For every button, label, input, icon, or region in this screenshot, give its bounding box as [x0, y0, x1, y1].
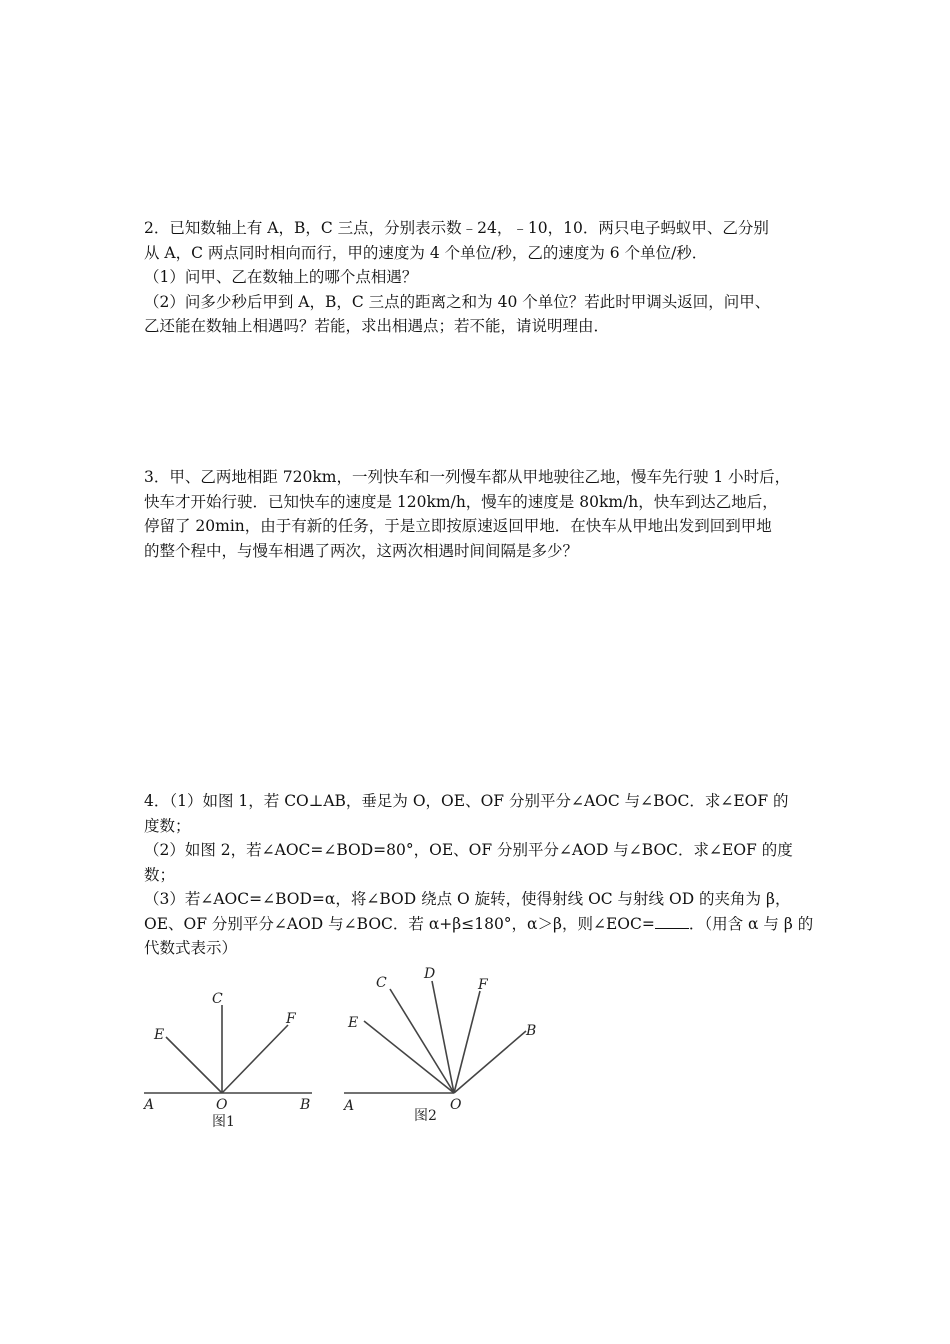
problem-4-line-7: 代数式表示）	[144, 939, 238, 957]
label-c: C	[376, 975, 387, 991]
label-b: B	[526, 1023, 537, 1039]
label-c: C	[212, 991, 223, 1007]
label-o: O	[216, 1097, 228, 1113]
problem-2-line-4: （2）问多少秒后甲到 A，B，C 三点的距离之和为 40 个单位？若此时甲调头返回，问甲、	[144, 292, 771, 311]
label-f: F	[286, 1011, 296, 1027]
answer-blank	[655, 914, 689, 929]
ray-ob	[454, 1031, 526, 1093]
label-a: A	[344, 1098, 355, 1114]
figure-2	[340, 965, 550, 1130]
ray-of	[222, 1025, 288, 1093]
label-o: O	[450, 1097, 462, 1113]
problem-3-line-4: 的整个程中，与慢车相遇了两次，这两次相遇时间间隔是多少？	[144, 541, 579, 560]
label-f: F	[478, 977, 488, 993]
problem-3-line-3: 停留了 20min，由于有新的任务，于是立即按原速返回甲地．在快车从甲地出发到回到甲地	[144, 517, 772, 535]
figure-2-caption: 图2	[414, 1108, 437, 1124]
problem-2-line-1: 2．已知数轴上有 A，B，C 三点，分别表示数﹣24，﹣10，10．两只电子蚂蚁甲、乙分别	[144, 219, 769, 237]
ray-oe	[166, 1037, 222, 1093]
problem-4-line-2: 度数；	[144, 816, 191, 835]
problem-4	[144, 789, 814, 961]
label-e: E	[154, 1027, 165, 1043]
problem-4-line-5: （3）若∠AOC=∠BOD=α，将∠BOD 绕点 O 旋转，使得射线 OC 与射线 OD 的夹角为 β，	[144, 890, 791, 908]
label-a: A	[144, 1097, 155, 1113]
problem-4-line-4: 数；	[144, 865, 176, 884]
figure-1	[140, 985, 330, 1135]
ray-oe	[364, 1021, 454, 1093]
problem-2-line-5: 乙还能在数轴上相遇吗？若能，求出相遇点；若不能，请说明理由．	[144, 317, 610, 335]
problem-3	[144, 465, 809, 563]
problem-2-line-3: （1）问甲、乙在数轴上的哪个点相遇？	[144, 268, 418, 286]
problem-4-line-3: （2）如图 2，若∠AOC=∠BOD=80°，OE、OF 分别平分∠AOD 与∠BOC．求∠EOF 的度	[144, 841, 793, 859]
problem-4-line-6-before: OE、OF 分别平分∠AOD 与∠BOC．若 α+β≤180°，α＞β，则∠EOC=	[144, 914, 655, 933]
problem-3-line-2: 快车才开始行驶．已知快车的速度是 120km/h，慢车的速度是 80km/h，快车到达乙地后，	[144, 492, 778, 511]
label-e: E	[348, 1015, 359, 1031]
problem-3-line-1: 3．甲、乙两地相距 720km，一列快车和一列慢车都从甲地驶往乙地，慢车先行驶 1 小时后，	[144, 468, 791, 486]
figure-1-caption: 图1	[212, 1114, 235, 1130]
label-b: B	[300, 1097, 311, 1113]
problem-2	[144, 216, 809, 339]
problem-4-line-6-after: ．（用含 α 与 β 的	[688, 914, 814, 933]
problem-4-line-1: 4．（1）如图 1，若 CO⊥AB，垂足为 O，OE、OF 分别平分∠AOC 与∠BOC．求∠EOF 的	[144, 792, 789, 810]
problem-2-line-2: 从 A，C 两点同时相向而行，甲的速度为 4 个单位/秒，乙的速度为 6 个单位/秒．	[144, 243, 708, 262]
label-d: D	[424, 966, 436, 982]
problem-4-line-6	[144, 912, 814, 937]
ray-of	[454, 991, 480, 1093]
